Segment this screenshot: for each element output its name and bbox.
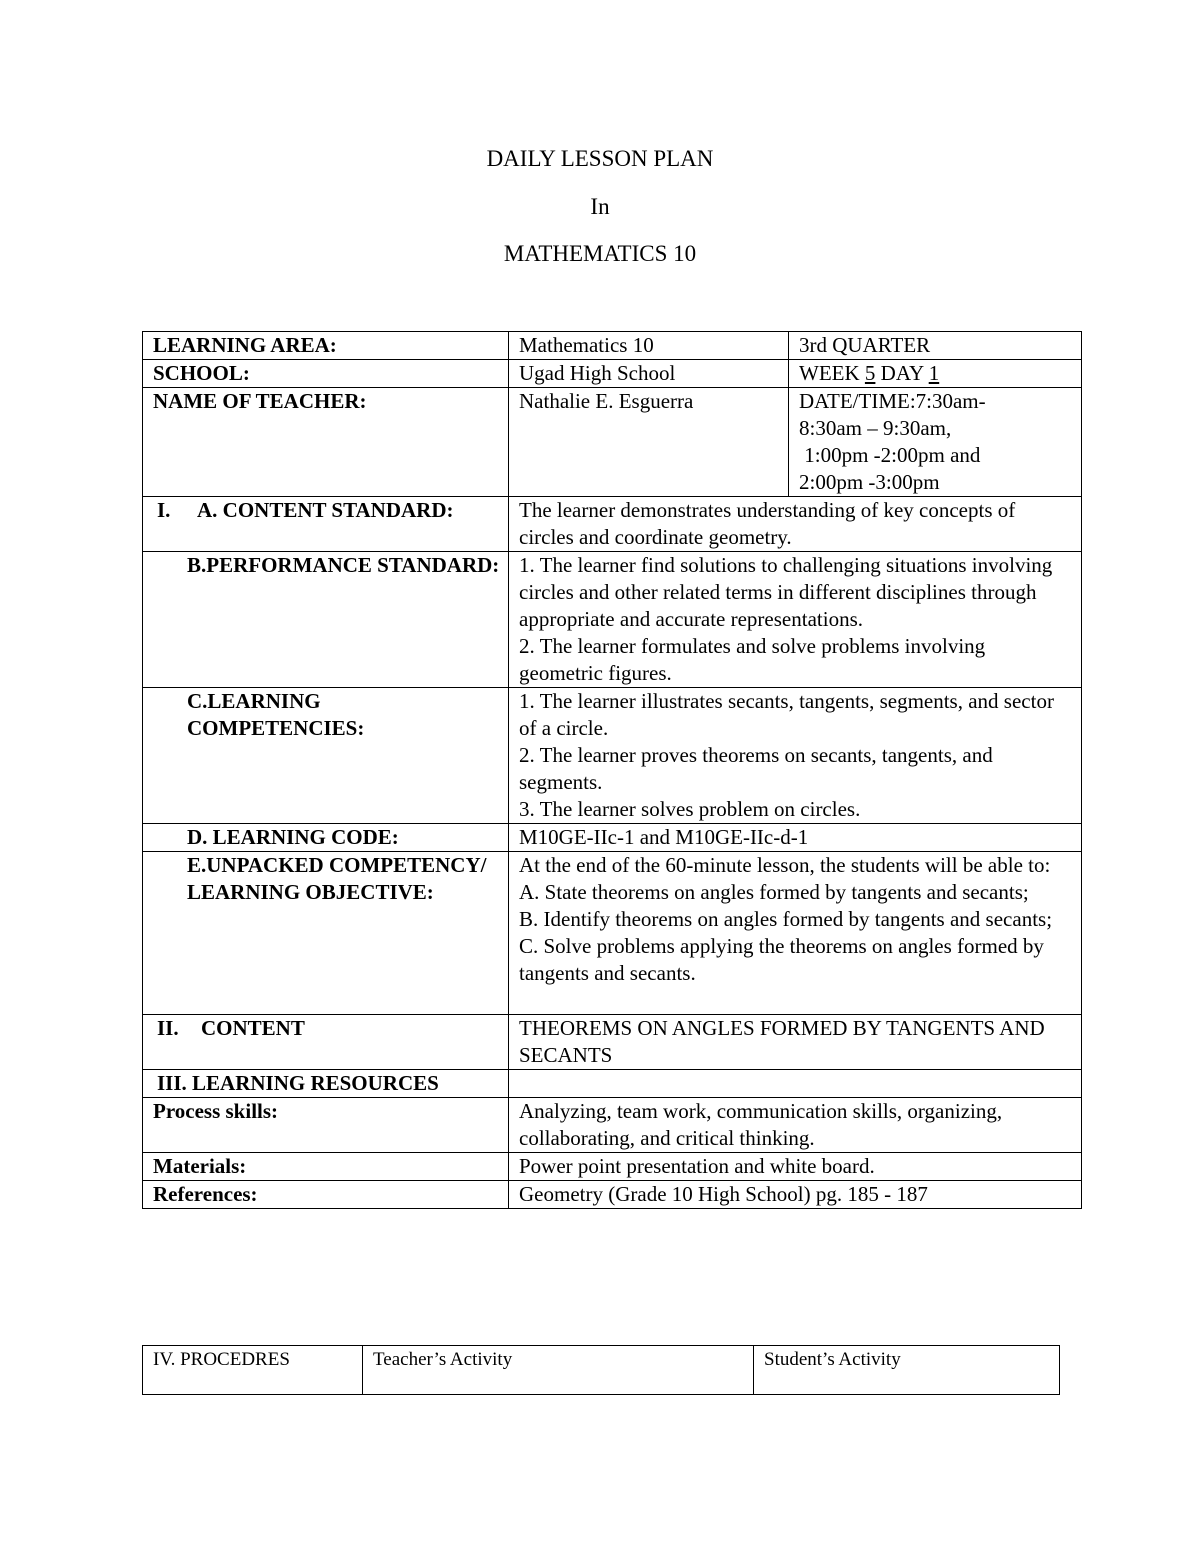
content-label-text: CONTENT <box>201 1016 305 1040</box>
table-row <box>143 360 1082 388</box>
list-item: 1. The learner find solutions to challenging situations involving circles and other related terms in different disciplines through appropriate and accurate representations. <box>519 553 1053 631</box>
content-value: THEOREMS ON ANGLES FORMED BY TANGENTS AND SECANTS <box>509 1015 1082 1070</box>
section-number: I. <box>157 498 171 522</box>
week-number: 5 <box>864 361 876 385</box>
learning-resources-label: III. LEARNING RESOURCES <box>143 1070 509 1098</box>
datetime-line: 1:00pm -2:00pm and <box>799 443 981 467</box>
table-row <box>143 552 1082 688</box>
teacher-value: Nathalie E. Esguerra <box>509 388 789 497</box>
performance-standard-label: B.PERFORMANCE STANDARD: <box>143 552 509 688</box>
table-row <box>143 824 1082 852</box>
teacher-activity-header: Teacher’s Activity <box>363 1346 754 1395</box>
day-prefix: DAY <box>875 361 929 385</box>
list-item: C. Solve problems applying the theorems on angles formed by tangents and secants. <box>519 934 1044 985</box>
table-row <box>143 1098 1082 1153</box>
learning-code-value: M10GE-IIc-1 and M10GE-IIc-d-1 <box>509 824 1082 852</box>
procedures-label: IV. PROCEDRES <box>143 1346 363 1395</box>
table-row <box>143 1070 1082 1098</box>
table-row <box>143 1015 1082 1070</box>
datetime-line: 8:30am – 9:30am, <box>799 416 952 440</box>
learning-competencies-value <box>509 688 1082 824</box>
content-standard-label <box>143 497 509 552</box>
content-label <box>143 1015 509 1070</box>
learning-objective-value <box>509 852 1082 1015</box>
learning-resources-value <box>509 1070 1082 1098</box>
list-item: At the end of the 60-minute lesson, the students will be able to: <box>519 853 1051 877</box>
list-item: B. Identify theorems on angles formed by tangents and secants; <box>519 907 1053 931</box>
references-label: References: <box>143 1181 509 1209</box>
content-standard-value: The learner demonstrates understanding of key concepts of circles and coordinate geometry. <box>509 497 1082 552</box>
day-number: 1 <box>928 361 940 385</box>
datetime-value <box>789 388 1082 497</box>
list-item: 2. The learner proves theorems on secants, tangents, and segments. <box>519 743 993 794</box>
learning-area-value: Mathematics 10 <box>509 332 789 360</box>
student-activity-header: Student’s Activity <box>754 1346 1060 1395</box>
week-day-value <box>789 360 1082 388</box>
content-standard-text: A. CONTENT STANDARD: <box>197 498 454 522</box>
document-title: DAILY LESSON PLAN <box>486 146 714 171</box>
datetime-line: DATE/TIME:7:30am- <box>799 389 986 413</box>
process-skills-label: Process skills: <box>143 1098 509 1153</box>
table-row <box>143 852 1082 1015</box>
teacher-label: NAME OF TEACHER: <box>143 388 509 497</box>
school-label: SCHOOL: <box>143 360 509 388</box>
learning-objective-label: E.UNPACKED COMPETENCY/LEARNING OBJECTIVE: <box>143 852 509 1015</box>
procedures-table <box>142 1345 1060 1395</box>
table-row <box>143 332 1082 360</box>
list-item: 1. The learner illustrates secants, tangents, segments, and sector of a circle. <box>519 689 1054 740</box>
document-subtitle: In <box>590 194 610 219</box>
materials-label: Materials: <box>143 1153 509 1181</box>
school-value: Ugad High School <box>509 360 789 388</box>
section-number: II. <box>157 1016 179 1040</box>
performance-standard-value <box>509 552 1082 688</box>
quarter-value: 3rd QUARTER <box>789 332 1082 360</box>
table-row <box>143 388 1082 497</box>
list-item: A. State theorems on angles formed by tangents and secants; <box>519 880 1029 904</box>
list-item: 3. The learner solves problem on circles. <box>519 797 861 821</box>
learning-area-label: LEARNING AREA: <box>143 332 509 360</box>
table-row <box>143 1153 1082 1181</box>
week-prefix: WEEK <box>799 361 865 385</box>
learning-competencies-label: C.LEARNING COMPETENCIES: <box>143 688 509 824</box>
document-subject: MATHEMATICS 10 <box>503 241 697 266</box>
table-row <box>143 1346 1060 1395</box>
lesson-plan-table <box>142 331 1082 1209</box>
datetime-line: 2:00pm -3:00pm <box>799 470 940 494</box>
learning-code-label: D. LEARNING CODE: <box>143 824 509 852</box>
list-item: 2. The learner formulates and solve problems involving geometric figures. <box>519 634 986 685</box>
table-row <box>143 1181 1082 1209</box>
materials-value: Power point presentation and white board. <box>509 1153 1082 1181</box>
table-row <box>143 497 1082 552</box>
references-value: Geometry (Grade 10 High School) pg. 185 - 187 <box>509 1181 1082 1209</box>
process-skills-value: Analyzing, team work, communication skills, organizing, collaborating, and critical thinking. <box>509 1098 1082 1153</box>
table-row <box>143 688 1082 824</box>
